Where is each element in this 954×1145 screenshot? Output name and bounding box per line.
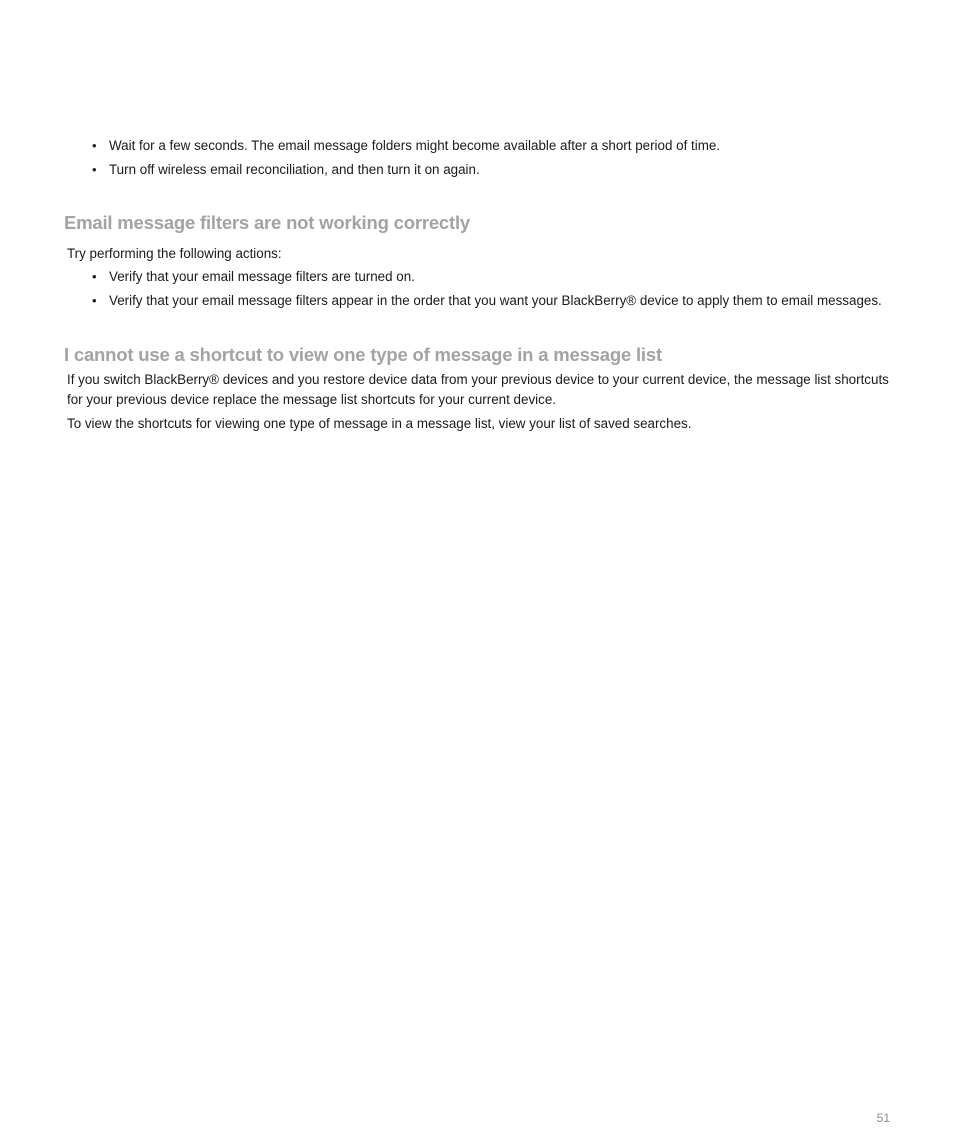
filter-actions-list	[0, 268, 900, 316]
body-paragraph: To view the shortcuts for viewing one type of message in a message list, view your list of saved searches.	[67, 416, 692, 431]
section-intro: Try performing the following actions:	[67, 246, 282, 261]
list-item	[0, 292, 900, 316]
list-item-text: Verify that your email message filters are turned on.	[109, 269, 415, 284]
bullet-icon: •	[92, 138, 97, 153]
bullet-icon: •	[92, 293, 97, 308]
list-item-text: Verify that your email message filters appear in the order that you want your BlackBerry® device to apply them to email messages.	[109, 293, 882, 308]
list-item-text: Turn off wireless email reconciliation, and then turn it on again.	[109, 162, 480, 177]
section-heading-shortcut: I cannot use a shortcut to view one type of message in a message list	[64, 344, 662, 365]
bullet-icon: •	[92, 269, 97, 284]
list-item-text: Wait for a few seconds. The email message folders might become available after a short period of time.	[109, 138, 721, 153]
section-heading-email-filters: Email message filters are not working correctly	[64, 212, 470, 233]
intro-bullet-list	[0, 137, 900, 185]
list-item	[0, 137, 900, 161]
list-item	[0, 268, 900, 292]
list-item	[0, 161, 900, 185]
bullet-icon: •	[92, 162, 97, 177]
page-number: 51	[876, 1111, 890, 1125]
body-paragraph: If you switch BlackBerry® devices and you restore device data from your previous device to your current device, the message list shortcuts for your previous device replace the message list shortcuts for your current device.	[67, 372, 889, 407]
